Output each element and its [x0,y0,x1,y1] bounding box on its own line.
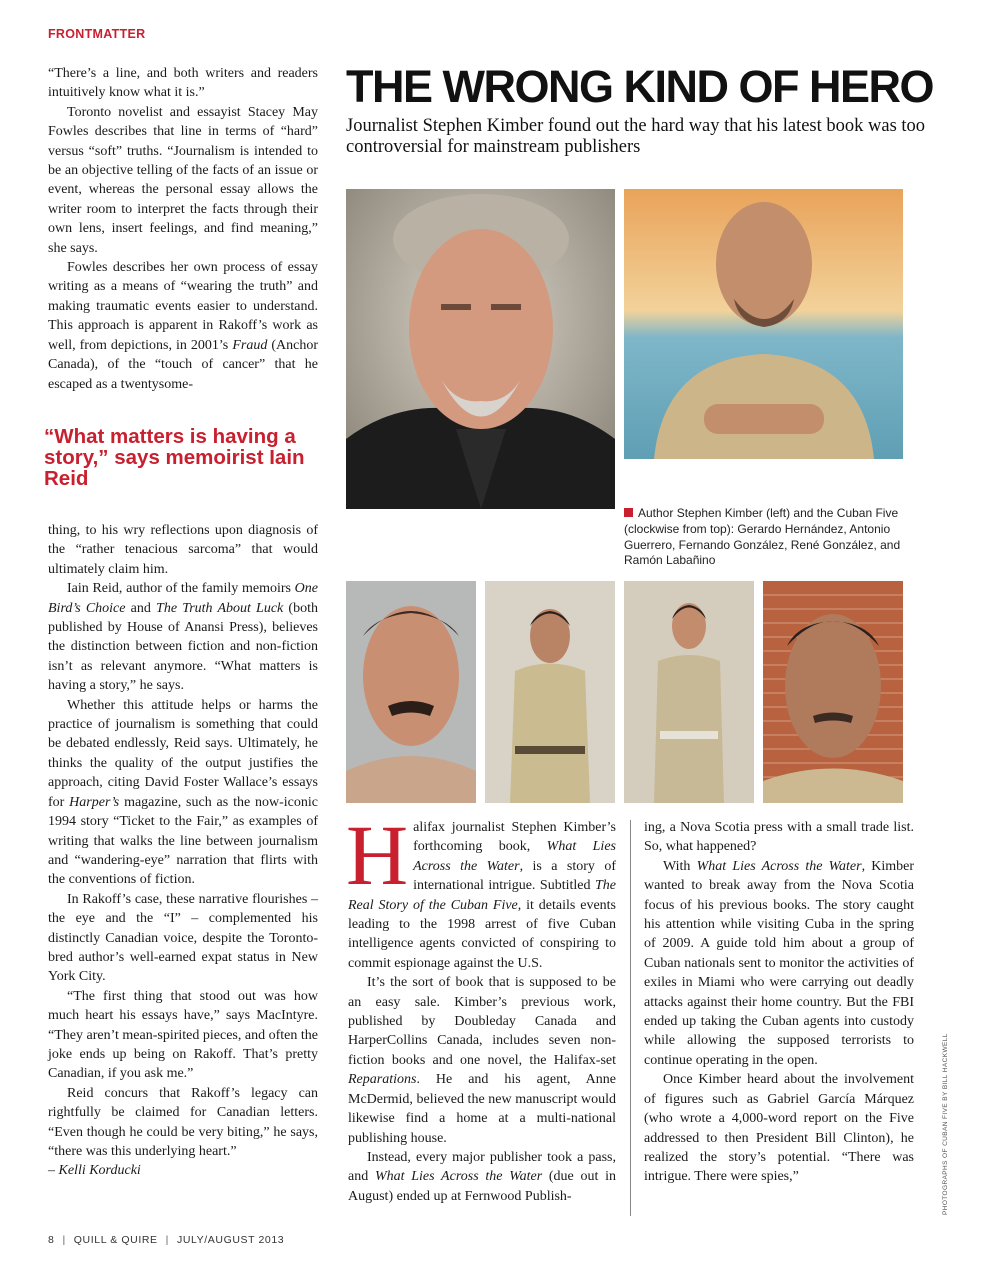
paragraph: Halifax journalist Stephen Kimber’s forthcoming book, What Lies Across the Water, is a story of international intrigue. Subtitled The Real Story of the Cuban Five, it details events leading to the 1998 arrest of five Cuban intelligence agents convicted of conspiring to commit espionage against the U.S. [346,807,617,971]
deck: Journalist Stephen Kimber found out the hard way that his latest book was too controversial for mainstream publishers [346,116,926,157]
paragraph: ing, a Nova Scotia press with a small trade list. So, what happened? [644,820,914,855]
photo-gerardo-hernandez [624,189,903,459]
article-column-2 [644,818,914,1187]
paragraph: Fowles describes her own process of essay writing as a means of “wearing the truth” and making traumatic events easier to understand. This approach is apparent in Rakoff’s work as well, from depictions, in 2001’s Fraud (Anchor Canada), of the “touch of cancer” that he escaped as a twentysome- [48,260,319,392]
photo-rene-gonzalez [624,581,754,803]
photo-caption: Author Stephen Kimber (left) and the Cuban Five (clockwise from top): Gerardo Hernández, Antonio Guerrero, Fernando González, René González, and Ramón Labañino [624,506,901,568]
paragraph: It’s the sort of book that is supposed to be an easy sale. Kimber’s previous work, published by Doubleday Canada and HarperCollins Canada, includes seven non-fiction books and one novel, the Halifax-set Reparations. He and his agent, Anne McDermid, believed the new manuscript would likewise find a home at a multi-national publishing house. [348,975,616,1146]
page-footer: 8 | QUILL & QUIRE | JULY/AUGUST 2013 [48,1234,285,1246]
column-1-bottom [48,521,318,1181]
paragraph: Once Kimber heard about the involvement of figures such as Gabriel García Márquez (who wrote a 4,000-word report on the Five addressed to then President Bill Clinton), he realized the story’s potential. “There was intrigue. There were spies,” [644,1072,914,1185]
photo-antonio-guerrero [346,581,476,803]
paragraph: In Rakoff’s case, these narrative flourishes – the eye and the “I” – complemented his distinctly Canadian voice, despite the Toronto-bred author’s well-earned expat status in New York City. [48,891,318,985]
drop-cap: H [346,807,409,903]
issue-date: JULY/AUGUST 2013 [176,1234,285,1246]
paragraph: Reid concurs that Rakoff’s legacy can rightfully be claimed for Canadian letters. “Even though he could be very biting,” he says, “there was this underlying heart.” – Kelli Korducki [48,1085,318,1179]
photo-stephen-kimber [346,189,615,509]
caption-marker [624,508,633,517]
paragraph: thing, to his wry reflections upon diagnosis of the “rather tenacious sarcoma” that would ultimately claim him. [48,523,318,577]
paragraph: “The first thing that stood out was how much heart his essays have,” says MacIntyre. “They aren’t mean-spirited pieces, and often the joke ends up being on Rakoff. That’s pretty Canadian, if you ask me.” [48,988,318,1082]
pull-quote: “What matters is having a story,” says memoirist Iain Reid [44,425,305,490]
photo-credit: PHOTOGRAPHS OF CUBAN FIVE BY BILL HACKWELL [942,1033,949,1215]
magazine-name: QUILL & QUIRE [73,1234,158,1246]
column-1-top [48,64,318,394]
paragraph: Instead, every major publisher took a pass, and What Lies Across the Water (due out in August) ended up at Fernwood Publish- [348,1149,617,1204]
paragraph: With What Lies Across the Water, Kimber wanted to break away from the Nova Scotia focus of his previous books. The story caught his attention while visiting Cuba in the spring of 2009. A guide told him about a group of Cuban nationals sent to monitor the activities of exiles in Miami who were carrying out deadly attacks against their home country. But the FBI ended up taking the Cuban agents into custody while allowing the supposed terrorists to continue operating in the open. [644,858,914,1068]
article-column-1 [346,807,617,1206]
section-label: FRONTMATTER [48,27,146,41]
paragraph: Iain Reid, author of the family memoirs One Bird’s Choice and The Truth About Luck (both published by House of Anansi Press), believes the distinction between fiction and non-fiction isn’t as relevant anymore. “What matters is having a story,” he says. [48,581,318,694]
column-divider [630,820,631,1216]
headline: THE WRONG KIND OF HERO [346,61,933,112]
page-number: 8 [48,1234,55,1246]
byline: – Kelli Korducki [48,1163,141,1179]
paragraph: “There’s a line, and both writers and readers intuitively know what it is.” [48,66,318,101]
paragraph: Toronto novelist and essayist Stacey May Fowles describes that line in terms of “hard” versus “soft” truths. “Journalism is intended to be an objective telling of the facts of an issue or event, whereas the personal essay allows the writer room to interpret the facts through their own lens, insert feelings, and find meaning,” she says. [48,104,318,256]
photo-ramon-labanino [763,581,903,803]
photo-fernando-gonzalez [485,581,615,803]
paragraph: Whether this attitude helps or harms the practice of journalism is something that could be debated endlessly, Reid says. Ultimately, he thinks the quality of the output justifies the approach, citing David Foster Wallace’s essays for Harper’s magazine, such as the now-iconic 1994 story “Ticket to the Fair,” as examples of writing that walks the line between journalism and “wandering-eye” narration that flirts with the conventions of fiction. [48,697,318,888]
